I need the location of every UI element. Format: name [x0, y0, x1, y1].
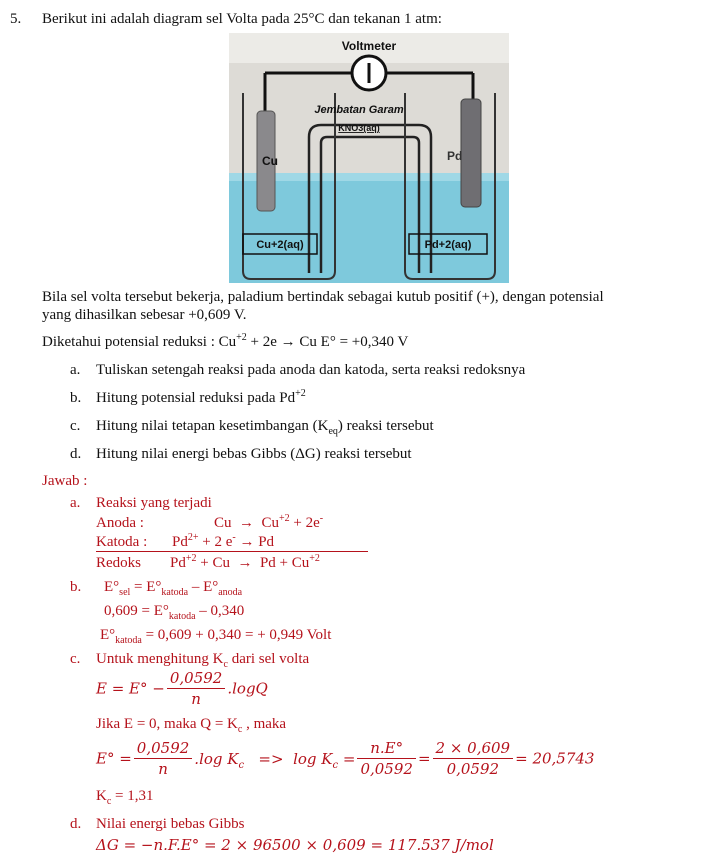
answer-c-letter: c.	[70, 651, 81, 667]
nernst-formula: E = E° − $\frac{0,0592}{n}$ .logQ	[96, 669, 268, 708]
katoda-label: Katoda :	[96, 534, 148, 550]
logk-derivation: E° = $\frac{0,0592}{n}$ .log $K_c => \log K_c$ = $\frac{n.E^\circ}{0,0592}$ = $\frac{2 \times 0,609}{0,0592}$ = 20,5743	[96, 739, 595, 778]
question-number: 5.	[10, 11, 22, 27]
redoks-reaction: $Pd^{+2} + Cu \to Pd + Cu^{+2}$	[170, 553, 320, 571]
voltaic-cell-diagram	[229, 33, 509, 283]
left-solution-label: Cu+2(aq)	[256, 239, 304, 251]
item-c-letter: c.	[70, 418, 81, 434]
salt-bridge-label: Jembatan Garam	[314, 104, 404, 116]
answer-c-title: Untuk menghitung $K_c$ dari sel volta	[96, 651, 310, 670]
item-c-text: Hitung nilai tetapan kesetimbangan $(K_{eq})$ reaksi tersebut	[96, 418, 434, 437]
known-reduction-potential: Diketahui potensial reduksi : $Cu^{+2} + 2e \to Cu$ E° = +0,340 V	[42, 332, 409, 350]
answer-a-title: Reaksi yang terjadi	[96, 495, 212, 511]
item-d-text: Hitung nilai energi bebas Gibbs (ΔG) reaksi tersebut	[96, 446, 412, 462]
answer-heading: Jawab :	[42, 473, 88, 489]
salt-bridge-solution-label: KNO3(aq)	[338, 123, 380, 133]
gibbs-formula: ΔG = −n.F.E° = 2 × 96500 × 0,609 = 117.537 J/mol	[96, 836, 494, 854]
question-intro: Berikut ini adalah diagram sel Volta pada 25°C dan tekanan 1 atm:	[42, 11, 442, 27]
pd-electrode	[461, 99, 481, 207]
item-b-letter: b.	[70, 390, 82, 406]
cu-electrode-label: Cu	[262, 154, 278, 168]
known-reaction: $Cu^{+2} + 2e \to Cu$	[218, 332, 317, 350]
right-solution-label: Pd+2(aq)	[424, 239, 472, 251]
katoda-reaction: $Pd^{2+} + 2$ e- → Pd	[172, 532, 275, 550]
item-d-letter: d.	[70, 446, 82, 462]
redoks-label: Redoks	[96, 555, 141, 571]
answer-a-letter: a.	[70, 495, 81, 511]
voltmeter-label: Voltmeter	[341, 39, 397, 53]
redoks-divider	[96, 551, 368, 552]
answer-d-title: Nilai energi bebas Gibbs	[96, 816, 245, 832]
known-e0: E° = +0,340 V	[320, 334, 409, 350]
anoda-label: Anoda :	[96, 515, 144, 531]
pd-electrode-label: Pd	[447, 149, 463, 163]
answer-c-condition: Jika E = 0, maka $Q = K_c$ , maka	[96, 716, 287, 735]
question-paragraph-line1: Bila sel volta tersebut bekerja, paladium bertindak sebagai kutub positif (+), dengan potensial	[42, 289, 604, 305]
answer-d-letter: d.	[70, 816, 82, 832]
answer-c-result: $K_c = 1,31$	[96, 788, 154, 807]
item-b-text: Hitung potensial reduksi pada $Pd^{+2}$	[96, 388, 306, 406]
answer-b-line1: $E^\circ_{sel} = E^\circ_{katoda} - E^\circ_{anoda}$	[104, 579, 243, 598]
anoda-reaction: $Cu \to Cu^{+2} + 2e^-$	[214, 513, 324, 531]
question-paragraph-line2: yang dihasilkan sebesar +0,609 V.	[42, 307, 247, 323]
answer-b-letter: b.	[70, 579, 82, 595]
answer-b-line3: $E^\circ_{katoda} = 0,609 + 0,340$ = + 0,949 Volt	[100, 627, 332, 646]
answer-b-line2: $0,609 = E^\circ_{katoda} - 0,340$	[104, 603, 245, 622]
item-a-text: Tuliskan setengah reaksi pada anoda dan katoda, serta reaksi redoksnya	[96, 362, 526, 378]
item-a-letter: a.	[70, 362, 81, 378]
